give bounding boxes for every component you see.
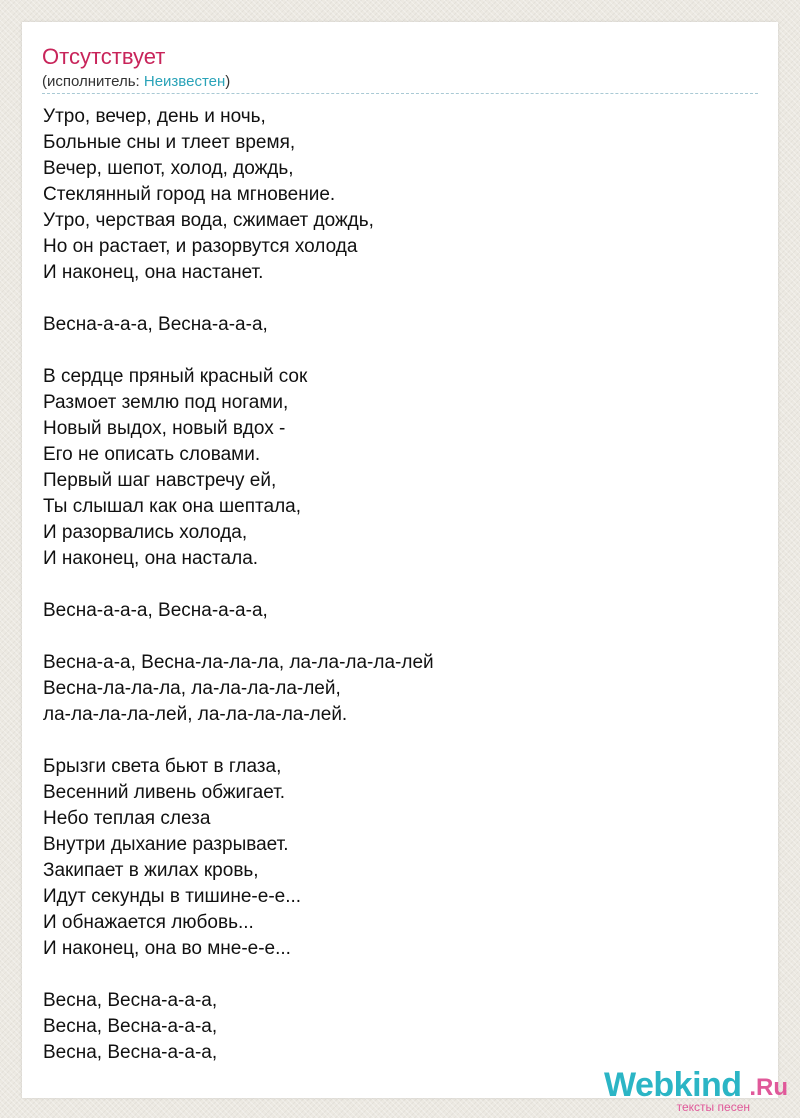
lyrics-line: И обнажается любовь... <box>43 912 254 933</box>
lyrics-line: Утро, черствая вода, сжимает дождь, <box>43 210 374 231</box>
lyrics-line: Стеклянный город на мгновение. <box>43 184 336 205</box>
lyrics-line: В сердце пряный красный сок <box>43 366 308 387</box>
lyrics-blank-line <box>43 286 434 312</box>
lyrics-line: Брызги света бьют в глаза, <box>43 756 282 777</box>
lyrics-line: Весенний ливень обжигает. <box>43 782 286 803</box>
site-logo[interactable] <box>594 1065 794 1115</box>
lyrics-line: Весна, Весна-а-а-а, <box>43 990 218 1011</box>
lyrics-line: Больные сны и тлеет время, <box>43 132 296 153</box>
lyrics-blank-line <box>43 624 434 650</box>
lyrics-line: Весна-а-а, Весна-ла-ла-ла, ла-ла-ла-ла-лей <box>43 652 434 673</box>
lyrics-line: Идут секунды в тишине-е-е... <box>43 886 302 907</box>
logo-tagline: тексты песен <box>676 1100 750 1114</box>
lyrics-line: И наконец, она настала. <box>43 548 259 569</box>
lyrics-line: Весна-а-а-а, Весна-а-а-а, <box>43 600 268 621</box>
lyrics-blank-line <box>43 728 434 754</box>
lyrics-text <box>43 104 434 1066</box>
artist-link[interactable]: Неизвестен <box>143 73 226 90</box>
lyrics-line: Весна-ла-ла-ла, ла-ла-ла-ла-лей, <box>43 678 341 699</box>
lyrics-line: Вечер, шепот, холод, дождь, <box>43 158 294 179</box>
lyrics-line: Весна, Весна-а-а-а, <box>43 1042 218 1063</box>
lyrics-line: Весна, Весна-а-а-а, <box>43 1016 218 1037</box>
logo-brand: Webkind <box>604 1066 742 1104</box>
lyrics-line: ла-ла-ла-ла-лей, ла-ла-ла-ла-лей. <box>43 704 348 725</box>
lyrics-line: И наконец, она настанет. <box>43 262 264 283</box>
lyrics-line: Но он растает, и разорвутся холода <box>43 236 358 257</box>
artist-prefix: (исполнитель: <box>42 73 144 90</box>
lyrics-line: Внутри дыхание разрывает. <box>43 834 289 855</box>
lyrics-line: И наконец, она во мне-е-е... <box>43 938 291 959</box>
song-title: Отсутствует <box>42 44 166 69</box>
lyrics-line: Его не описать словами. <box>43 444 261 465</box>
lyrics-line: Утро, вечер, день и ночь, <box>43 106 266 127</box>
lyrics-blank-line <box>43 962 434 988</box>
lyrics-line: Размоет землю под ногами, <box>43 392 289 413</box>
lyrics-line: Закипает в жилах кровь, <box>43 860 259 881</box>
lyrics-line: Ты слышал как она шептала, <box>43 496 302 517</box>
logo-tld: .Ru <box>749 1074 788 1101</box>
artist-suffix: ) <box>225 73 231 90</box>
lyrics-line: Весна-а-а-а, Весна-а-а-а, <box>43 314 268 335</box>
artist-line <box>42 73 230 91</box>
lyrics-line: Небо теплая слеза <box>43 808 211 829</box>
lyrics-line: Первый шаг навстречу ей, <box>43 470 277 491</box>
header-divider <box>42 93 758 94</box>
lyrics-blank-line <box>43 338 434 364</box>
lyrics-page <box>22 22 778 1098</box>
lyrics-blank-line <box>43 572 434 598</box>
lyrics-line: Новый выдох, новый вдох - <box>43 418 286 439</box>
lyrics-line: И разорвались холода, <box>43 522 248 543</box>
